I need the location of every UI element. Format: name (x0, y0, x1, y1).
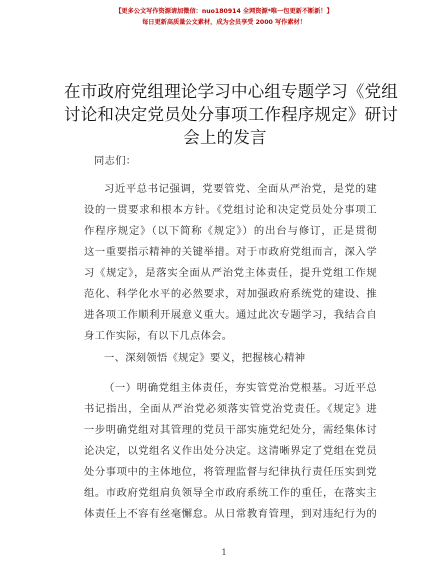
body-line: 论决定，以党组名义作出处分决定。这清晰界定了党组在党员 (84, 445, 377, 457)
page-number: 1 (221, 548, 227, 557)
body-line: 体责任上不容有丝毫懈怠。从日常教育管理，到对违纪行为的 (84, 508, 377, 520)
body-line: 设的一贯要求和根本方针。《党组讨论和决定党员处分事项工 (84, 204, 377, 216)
body-line: 处分事项中的主体地位，将管理监督与纪律执行责任压实到党 (84, 466, 377, 478)
document-title (64, 80, 398, 149)
body-line: 习《规定》，是落实全面从严治党主体责任，提升党组工作规 (84, 267, 377, 279)
body-line: 组。市政府党组肩负领导全市政府系统工作的重任，在落实主 (84, 487, 377, 499)
promo-line-1: 【更多公文写作资源请加微信：nuo180914 全网资源*唯一包更新不断新！】 (115, 8, 333, 15)
section-heading: 一、深刻领悟《规定》要义，把握核心精神 (104, 352, 306, 364)
body-line: 作程序规定》（以下简称《规定》）的出台与修订，正是贯彻 (84, 225, 377, 237)
title-line-3: 会上的发言 (183, 128, 267, 147)
title-line-2: 讨论和决定党员处分事项工作程序规定》研讨 (64, 105, 398, 124)
promo-line-2: 每日更新高质量公文素材，成为会员享受 2000 写作素材！ (142, 19, 306, 26)
body-line: 身工作实际，有以下几点体会。 (84, 330, 233, 342)
body-line: 范化、科学化水平的必然要求，对加强政府系统党的建设、推 (84, 288, 377, 300)
body-line: （一）明确党组主体责任，夯实管党治党根基。习近平总 (104, 382, 377, 394)
body-line: 进各项工作顺利开展意义重大。通过此次专题学习，我结合自 (84, 309, 377, 321)
body-line: 习近平总书记强调，党要管党、全面从严治党，是党的建 (104, 183, 377, 195)
body-line: 书记指出，全面从严治党必须落实管党治党责任。《规定》进 (84, 403, 377, 415)
body-line: 这一重要指示精神的关键举措。对于市政府党组而言，深入学 (84, 246, 377, 258)
title-line-1: 在市政府党组理论学习中心组专题学习《党组 (64, 82, 398, 101)
salutation: 同志们： (94, 155, 137, 167)
body-line: 一步明确党组对其管理的党员干部实施党纪处分，需经集体讨 (84, 424, 377, 436)
